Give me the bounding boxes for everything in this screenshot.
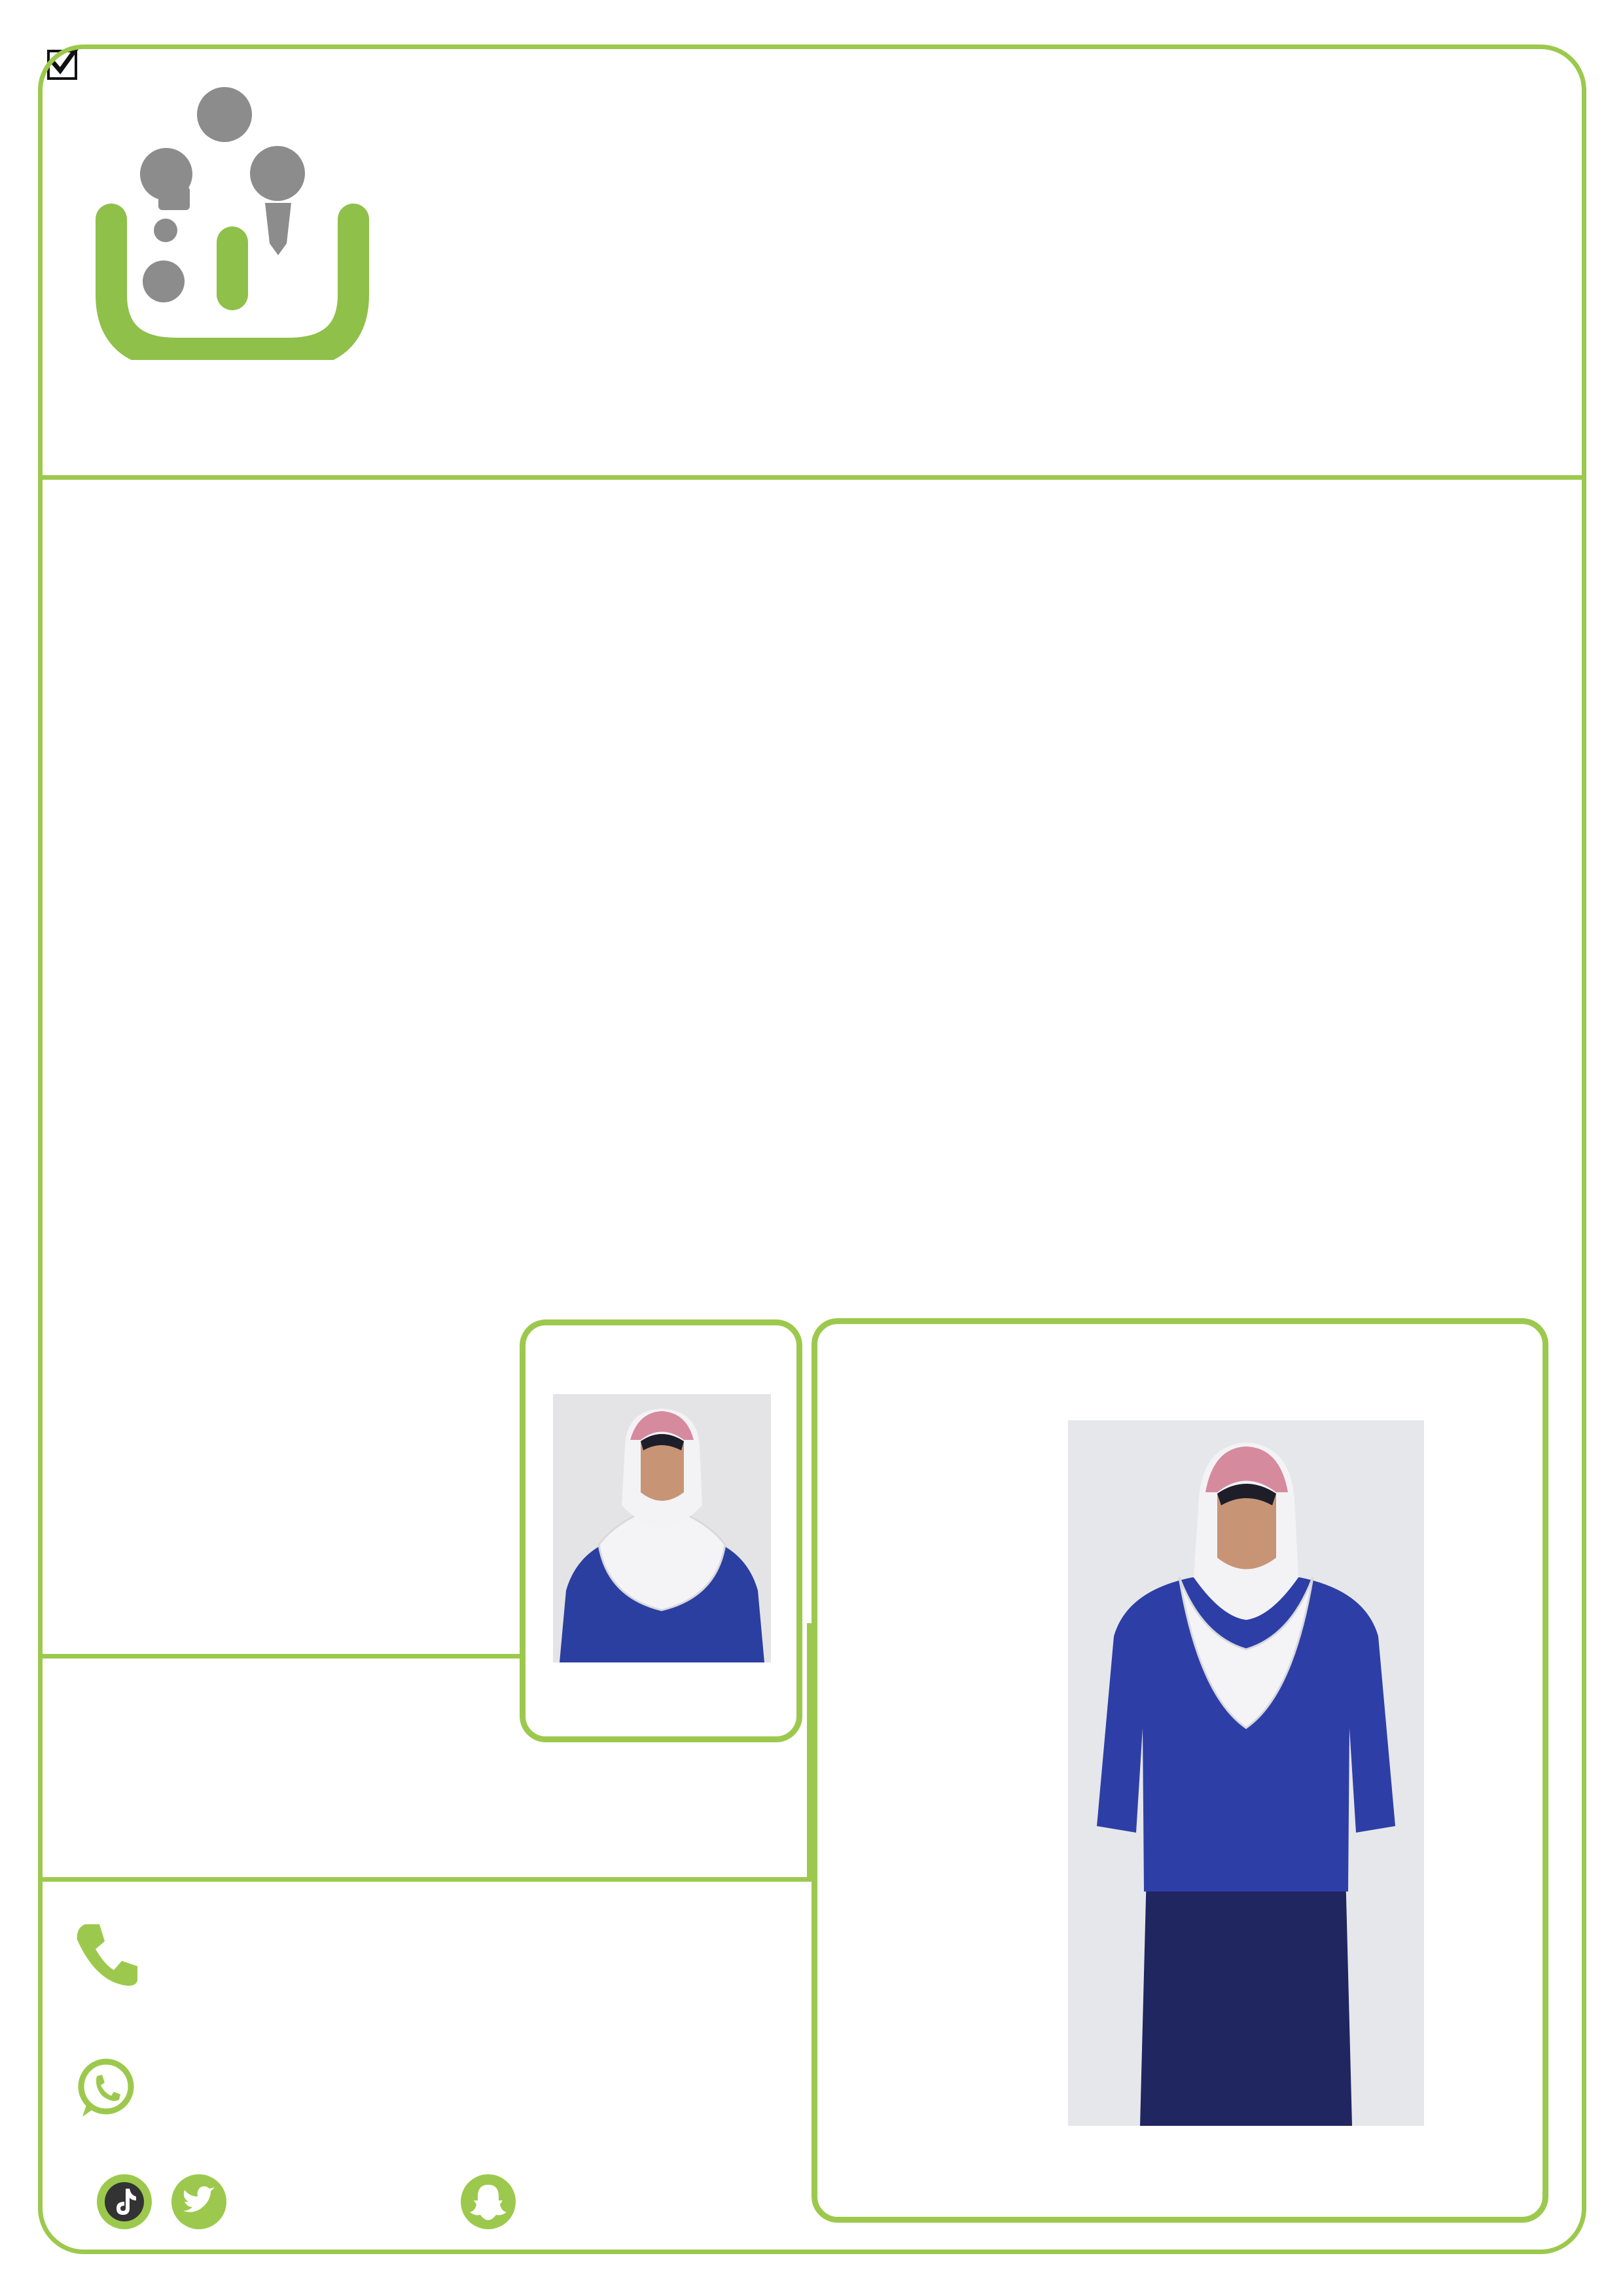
header-divider [41,475,1584,480]
qr-code[interactable] [541,1911,789,2160]
footer-vertical-line [807,1623,812,1880]
tiktok-icon[interactable] [97,2174,152,2229]
left-lang-divider [41,1654,520,1659]
snapchat-icon[interactable] [461,2174,516,2229]
portrait-photo [553,1394,771,1662]
full-body-photo [1068,1420,1424,2126]
twitter-icon[interactable] [171,2174,226,2229]
footer-divider [41,1877,812,1882]
company-logo [72,79,393,445]
smo-logo-people-icon [72,79,393,360]
phone-icon [71,1918,143,1990]
whatsapp-icon [73,2055,139,2121]
